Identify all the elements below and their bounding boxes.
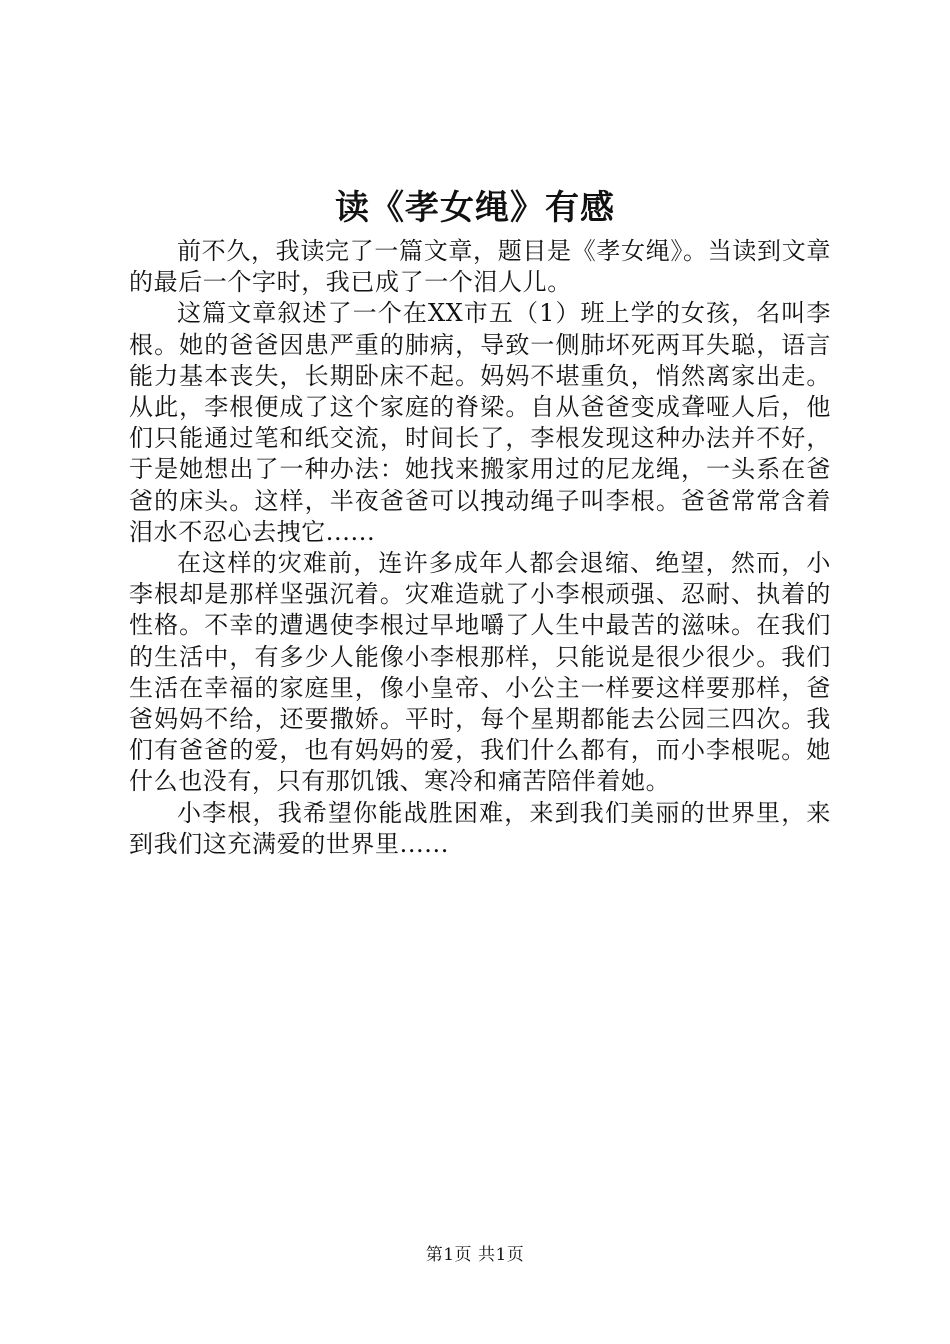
page-footer: 第1页 共1页 (425, 1245, 525, 1265)
document-body (129, 236, 831, 860)
document-title: 读《孝女绳》有感 (335, 188, 615, 228)
paragraph-4: 小李根，我希望你能战胜困难，来到我们美丽的世界里，来到我们这充满爱的世界里...... (129, 798, 831, 858)
paragraph-3: 在这样的灾难前，连许多成年人都会退缩、绝望，然而，小李根却是那样坚强沉着。灾难造就了小李根顽强、忍耐、执着的性格。不幸的遭遇使李根过早地嚼了人生中最苦的滋味。在我们的生活中，有多少人能像小李根那样，只能说是很少很少。我们生活在幸福的家庭里，像小皇帝、小公主一样要这样要那样，爸爸妈妈不给，还要撒娇。平时，每个星期都能去公园三四次。我们有爸爸的爱，也有妈妈的爱，我们什么都有，而小李根呢。她什么也没有，只有那饥饿、寒冷和痛苦陪伴着她。 (129, 549, 831, 796)
paragraph-1: 前不久，我读完了一篇文章，题目是《孝女绳》。当读到文章的最后一个字时，我已成了一个泪人儿。 (129, 237, 831, 297)
paragraph-2: 这篇文章叙述了一个在XX市五（1）班上学的女孩，名叫李根。她的爸爸因患严重的肺病，导致一侧肺坏死两耳失聪，语言能力基本丧失，长期卧床不起。妈妈不堪重负，悄然离家出走。从此，李根便成了这个家庭的脊梁。自从爸爸变成聋哑人后，他们只能通过笔和纸交流，时间长了，李根发现这种办法并不好，于是她想出了一种办法：她找来搬家用过的尼龙绳，一头系在爸爸的床头。这样，半夜爸爸可以拽动绳子叫李根。爸爸常常含着泪水不忍心去拽它...... (129, 299, 831, 546)
